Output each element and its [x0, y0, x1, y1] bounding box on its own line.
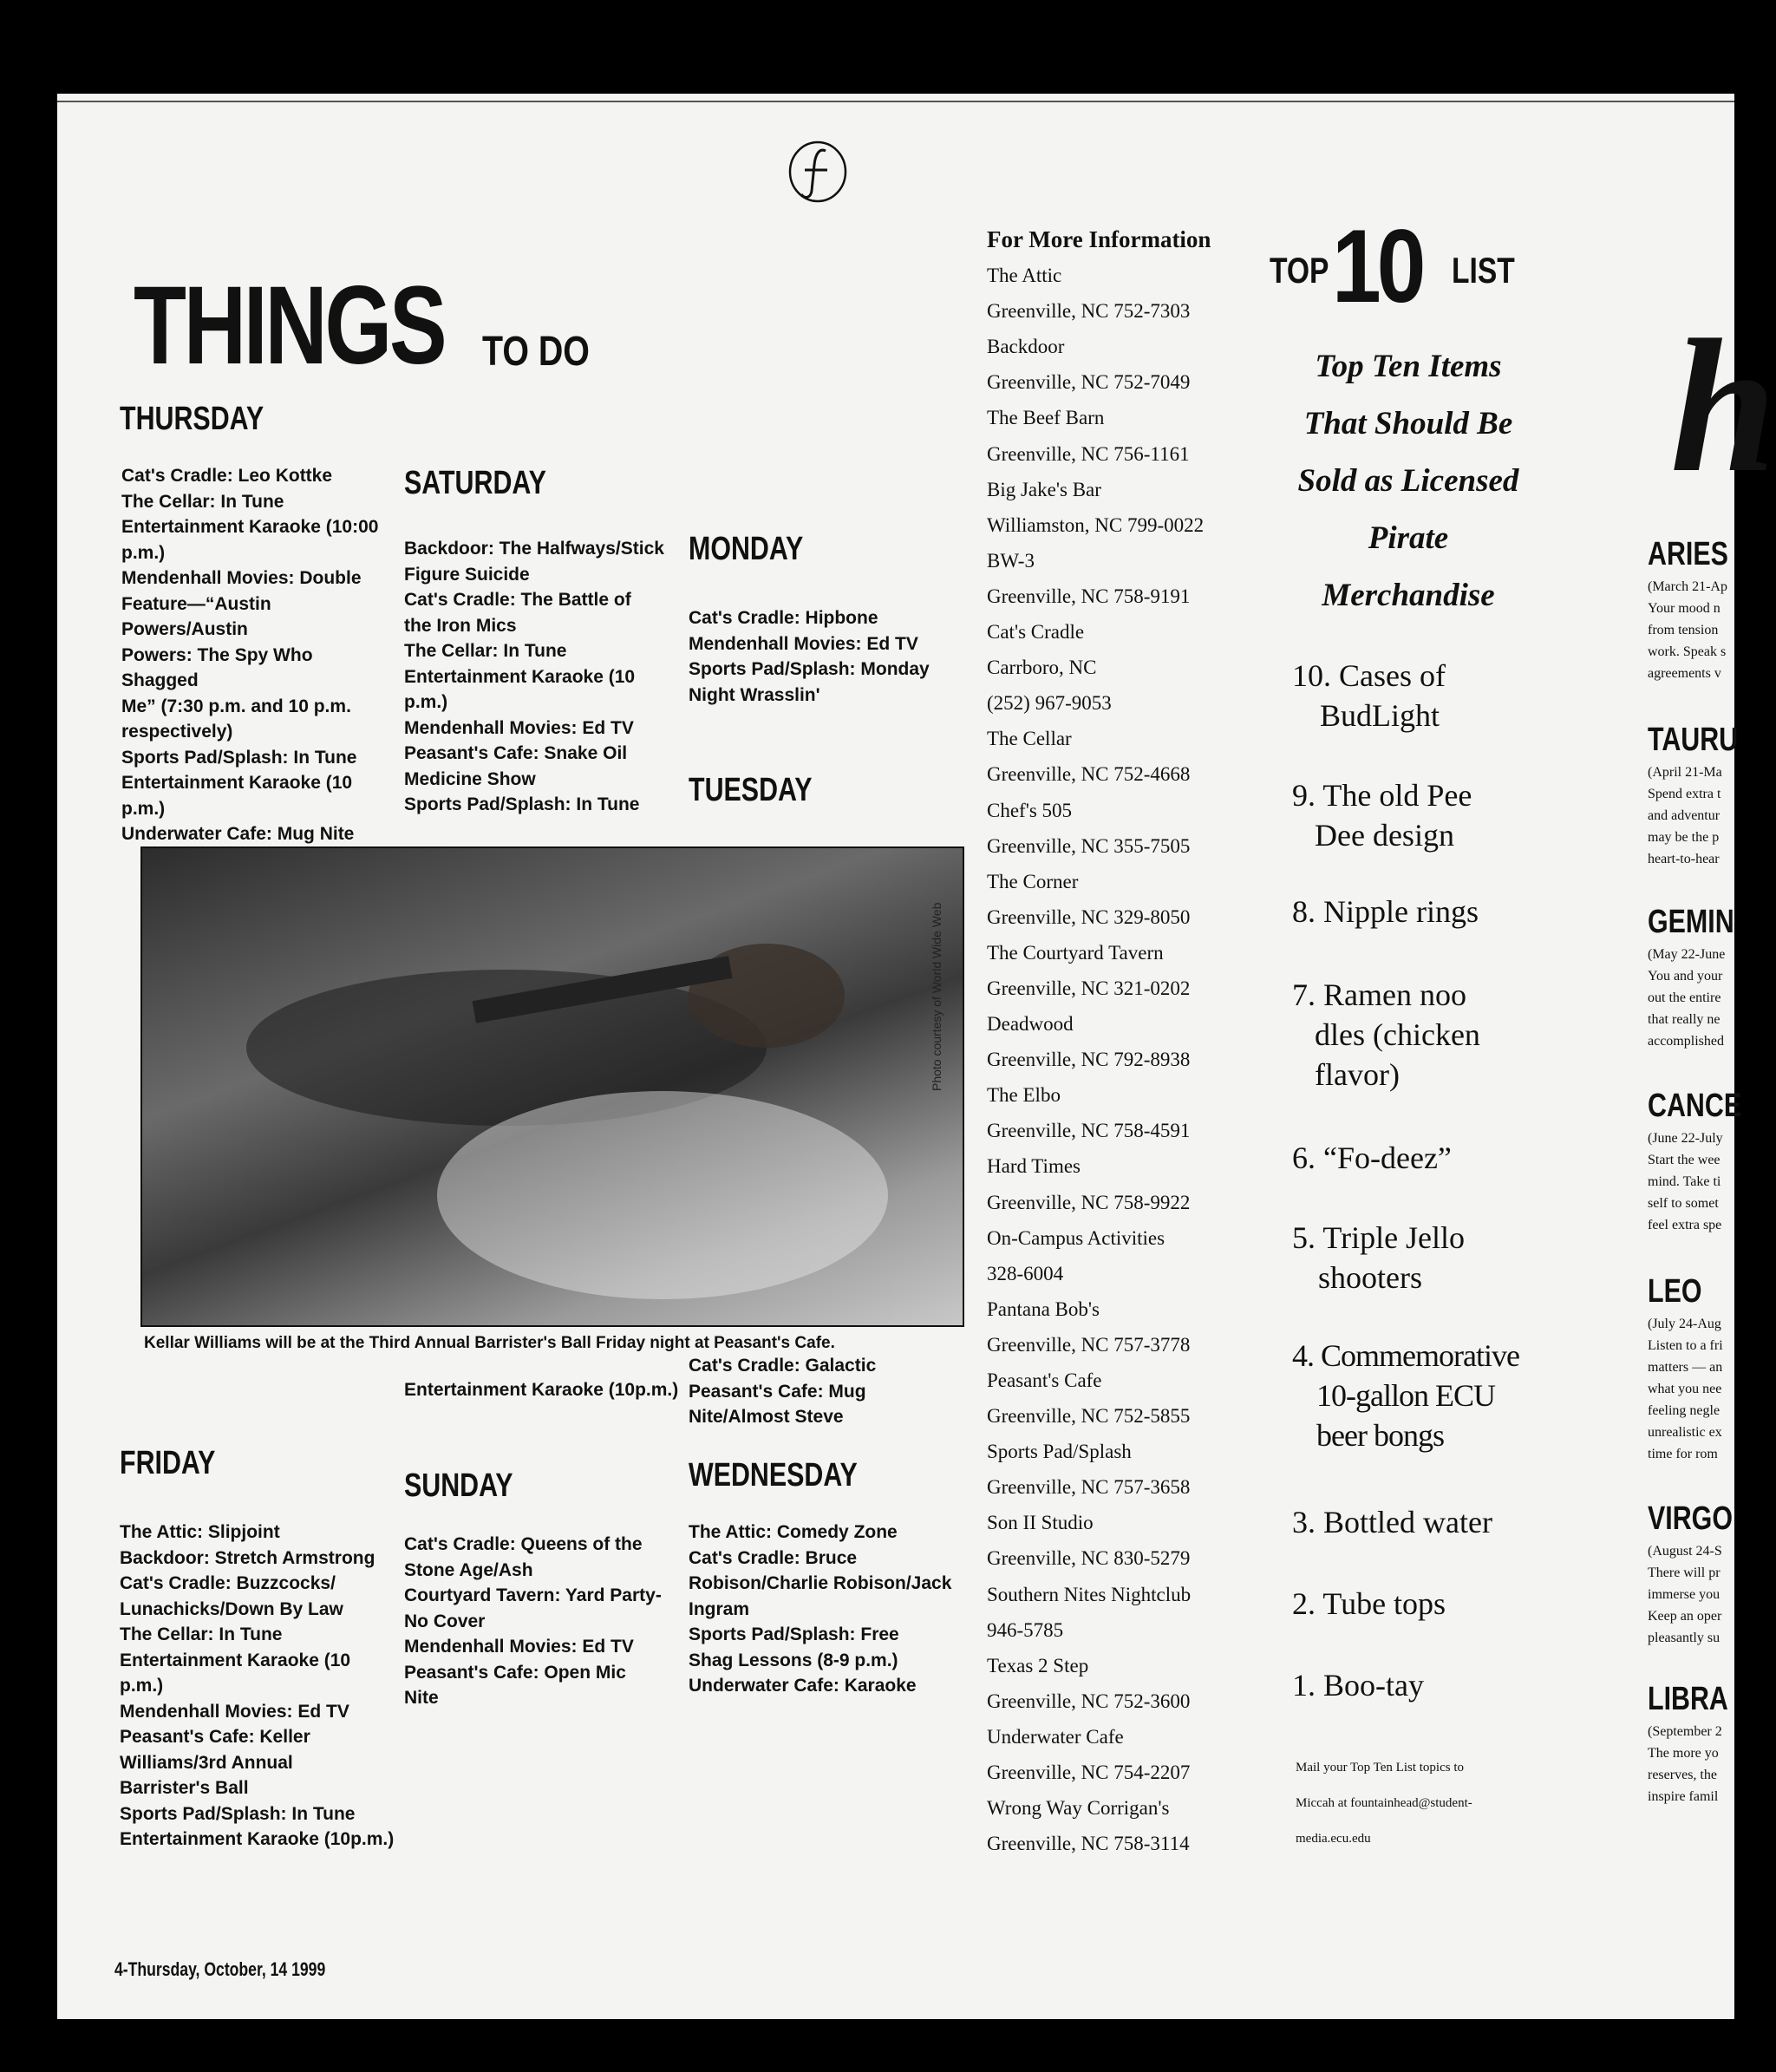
info-column	[987, 222, 1238, 1861]
top10-item-line: 3. Bottled water	[1292, 1505, 1492, 1539]
info-line: Greenville, NC 321-0202	[987, 977, 1191, 999]
sign-aries-heading: ARIES	[1648, 536, 1728, 572]
info-line: BW-3	[987, 549, 1035, 572]
info-heading: For More Information	[987, 226, 1211, 252]
photo-guitarist	[140, 846, 964, 1327]
sign-line: mind. Take ti	[1648, 1174, 1721, 1189]
sign-line: inspire famil	[1648, 1789, 1719, 1804]
newspaper-page	[57, 94, 1776, 2019]
listing-line: Sports Pad/Splash: In Tune	[121, 747, 357, 768]
guitarist-illustration	[142, 848, 963, 1325]
listing-line: p.m.)	[120, 1676, 164, 1696]
listing-line: Courtyard Tavern: Yard Party-	[404, 1585, 662, 1605]
saturday-heading: SATURDAY	[404, 465, 546, 501]
listing-line: Underwater Cafe: Mug Nite	[121, 824, 355, 844]
listing-line: Mendenhall Movies: Ed TV	[404, 1637, 634, 1657]
listing-line: Underwater Cafe: Karaoke	[689, 1676, 917, 1696]
info-line: Greenville, NC 329-8050	[987, 905, 1191, 928]
info-line: Greenville, NC 752-5855	[987, 1405, 1191, 1428]
sign-line: (July 24-Aug	[1648, 1317, 1721, 1331]
top10-list: LIST	[1452, 250, 1515, 291]
sign-line: from tension	[1648, 623, 1719, 637]
sign-leo-text	[1648, 1313, 1752, 1465]
info-line: Greenville, NC 757-3658	[987, 1476, 1191, 1499]
listing-line: Sports Pad/Splash: Free	[689, 1624, 899, 1644]
sign-line: Spend extra t	[1648, 787, 1721, 801]
top10-item-line: 9. The old Pee	[1292, 778, 1472, 813]
sign-line: (June 22-July	[1648, 1131, 1723, 1146]
sign-line: Your mood n	[1648, 601, 1720, 616]
listing-line: Williams/3rd Annual	[120, 1752, 293, 1773]
horoscope-title-initial: h	[1670, 300, 1776, 512]
sign-line: work. Speak s	[1648, 644, 1727, 659]
sign-line: immerse you	[1648, 1587, 1720, 1602]
info-line: Pantana Bob's	[987, 1297, 1100, 1320]
top10-item-line: 7. Ramen noo	[1292, 977, 1466, 1012]
sign-line: may be the p	[1648, 830, 1720, 845]
listing-line: Cat's Cradle: Galactic	[689, 1356, 877, 1376]
info-line: Big Jake's Bar	[987, 478, 1101, 500]
listing-line: Entertainment Karaoke (10	[404, 666, 636, 687]
sign-cancer-text	[1648, 1128, 1752, 1236]
sign-line: time for rom	[1648, 1447, 1718, 1461]
info-line: (252) 967-9053	[987, 692, 1112, 715]
top10-item-line: 1. Boo-tay	[1292, 1668, 1424, 1703]
info-line: Chef's 505	[987, 799, 1073, 821]
listing-line: Backdoor: The Halfways/Stick	[404, 539, 664, 559]
info-line: The Beef Barn	[987, 407, 1105, 429]
sign-line: heart-to-hear	[1648, 852, 1720, 866]
listing-line: Powers: The Spy Who Shagged	[121, 644, 313, 690]
top10-footer-line: Mail your Top Ten List topics to	[1296, 1761, 1465, 1775]
listing-line: Ingram	[689, 1598, 750, 1619]
listing-line: Entertainment Karaoke (10p.m.)	[120, 1829, 395, 1849]
listing-line: Cat's Cradle: Bruce	[689, 1547, 858, 1568]
top10-subtitle-line: Merchandise	[1322, 578, 1495, 613]
friday-listing	[120, 1520, 397, 1853]
monday-listing	[689, 605, 966, 708]
sign-line: Start the wee	[1648, 1153, 1720, 1167]
info-line: Greenville, NC 752-7303	[987, 300, 1191, 323]
listing-line: Figure Suicide	[404, 564, 530, 585]
info-line: 328-6004	[987, 1262, 1064, 1284]
listing-line: p.m.)	[404, 692, 448, 712]
sign-line: that really ne	[1648, 1012, 1720, 1027]
sign-line: accomplished	[1648, 1034, 1724, 1049]
sign-taurus-heading: TAURU	[1648, 722, 1739, 758]
saturday-listing-cont	[404, 1377, 682, 1403]
listing-line: Stone Age/Ash	[404, 1559, 533, 1580]
sign-line: reserves, the	[1648, 1768, 1717, 1782]
listing-line: No Cover	[404, 1611, 486, 1631]
sign-line: There will pr	[1648, 1565, 1720, 1580]
sign-line: Listen to a fri	[1648, 1338, 1723, 1353]
sign-aries-text	[1648, 576, 1752, 684]
info-line: The Courtyard Tavern	[987, 941, 1164, 964]
top10-item-3	[1292, 1502, 1535, 1542]
listing-line: Me” (7:30 p.m. and 10 p.m.	[121, 696, 351, 716]
fountainhead-logo	[787, 139, 848, 205]
page-title-sub: TO DO	[482, 329, 590, 375]
listing-line: The Cellar: In Tune	[121, 491, 284, 512]
top10-number: 10	[1332, 208, 1422, 324]
info-line: The Corner	[987, 870, 1079, 892]
listing-line: Nite	[404, 1688, 439, 1708]
info-line: Sports Pad/Splash	[987, 1441, 1132, 1463]
info-line: Greenville, NC 355-7505	[987, 834, 1191, 857]
sign-line: Keep an oper	[1648, 1609, 1722, 1624]
info-line: The Attic	[987, 265, 1062, 287]
top10-item-line: 8. Nipple rings	[1292, 894, 1479, 929]
tuesday-listing	[689, 1353, 966, 1430]
info-line: Deadwood	[987, 1013, 1074, 1036]
top10-subtitle-line: Pirate	[1368, 520, 1449, 556]
listing-line: Entertainment Karaoke (10p.m.)	[404, 1380, 679, 1400]
top10-footer-line: Miccah at fountainhead@student-	[1296, 1796, 1472, 1810]
top10-item-line: 2. Tube tops	[1292, 1586, 1446, 1621]
listing-line: respectively)	[121, 722, 233, 742]
listing-line: Sports Pad/Splash: In Tune	[404, 794, 640, 814]
sign-libra-text	[1648, 1721, 1752, 1807]
top10-item-line: dles (chicken	[1315, 1017, 1480, 1052]
listing-line: Mendenhall Movies: Double	[121, 568, 362, 588]
monday-heading: MONDAY	[689, 531, 804, 567]
top10-item-line: Dee design	[1315, 818, 1454, 853]
sign-line: pleasantly su	[1648, 1631, 1720, 1645]
wednesday-listing	[689, 1520, 966, 1699]
info-line: Greenville, NC 757-3778	[987, 1333, 1191, 1356]
top10-item-10	[1292, 656, 1535, 735]
listing-line: Mendenhall Movies: Ed TV	[689, 633, 918, 654]
info-line: Greenville, NC 754-2207	[987, 1762, 1191, 1784]
info-line: Carrboro, NC	[987, 657, 1097, 679]
listing-line: Feature—“Austin Powers/Austin	[121, 593, 271, 639]
top10-item-2	[1292, 1584, 1535, 1624]
listing-line: Lunachicks/Down By Law	[120, 1598, 343, 1619]
sign-line: (March 21-Ap	[1648, 579, 1727, 594]
info-line: The Cellar	[987, 728, 1072, 750]
listing-line: Entertainment Karaoke (10	[121, 773, 353, 793]
top-rule	[57, 101, 1734, 102]
listing-line: Peasant's Cafe: Open Mic	[404, 1662, 626, 1683]
listing-line: Entertainment Karaoke (10:00	[121, 517, 379, 537]
top10-item-line: BudLight	[1320, 698, 1440, 733]
sign-line: (April 21-Ma	[1648, 765, 1722, 780]
sign-line: (September 2	[1648, 1724, 1722, 1739]
top10-item-9	[1292, 775, 1535, 855]
photo-caption: Kellar Williams will be at the Third Annual Barrister's Ball Friday night at Peasant's Cafe.	[144, 1334, 835, 1352]
top10-item-5	[1292, 1218, 1535, 1297]
sign-cancer-heading: CANCE	[1648, 1088, 1742, 1124]
top10-heading	[1270, 206, 1547, 328]
listing-line: Peasant's Cafe: Mug	[689, 1381, 866, 1402]
sign-libra-heading: LIBRA	[1648, 1681, 1728, 1717]
listing-line: Cat's Cradle: Leo Kottke	[121, 466, 333, 486]
listing-line: Backdoor: Stretch Armstrong	[120, 1547, 375, 1568]
listing-line: The Cellar: In Tune	[404, 641, 567, 661]
listing-line: The Cellar: In Tune	[120, 1624, 283, 1644]
info-line: Cat's Cradle	[987, 621, 1085, 644]
sign-line: (August 24-S	[1648, 1544, 1722, 1559]
info-line: Greenville, NC 758-3114	[987, 1833, 1190, 1855]
info-line: Greenville, NC 752-4668	[987, 763, 1191, 786]
listing-line: Robison/Charlie Robison/Jack	[689, 1573, 952, 1593]
top10-top: TOP	[1270, 250, 1329, 291]
listing-line: Sports Pad/Splash: In Tune	[120, 1803, 356, 1824]
top10-item-4	[1292, 1336, 1535, 1455]
listing-line: The Attic: Comedy Zone	[689, 1522, 898, 1542]
listing-line: Sports Pad/Splash: Monday	[689, 659, 930, 679]
info-line: On-Campus Activities	[987, 1226, 1166, 1249]
listing-line: Barrister's Ball	[120, 1778, 249, 1798]
top10-item-line: flavor)	[1315, 1057, 1400, 1092]
info-line: The Elbo	[987, 1084, 1061, 1107]
top10-item-line: 5. Triple Jello	[1292, 1220, 1466, 1255]
info-line: Greenville, NC 756-1161	[987, 442, 1190, 465]
sign-line: out the entire	[1648, 990, 1721, 1005]
listing-line: Mendenhall Movies: Ed TV	[404, 717, 634, 738]
sign-leo-heading: LEO	[1648, 1273, 1702, 1310]
sign-virgo-heading: VIRGO	[1648, 1500, 1733, 1537]
info-line: Greenville, NC 752-7049	[987, 371, 1191, 394]
sign-gemini-text	[1648, 944, 1752, 1052]
top10-item-line: beer bongs	[1316, 1418, 1444, 1453]
listing-line: p.m.)	[121, 798, 166, 819]
top10-item-7	[1292, 975, 1535, 1095]
top10-subtitle-line: Sold as Licensed	[1297, 463, 1519, 499]
wednesday-heading: WEDNESDAY	[689, 1457, 858, 1494]
top10-item-line: 10-gallon ECU	[1316, 1378, 1495, 1413]
info-line: Son II Studio	[987, 1512, 1094, 1534]
top10-subtitle-line: That Should Be	[1303, 406, 1513, 441]
top10-item-line: 6. “Fo-deez”	[1292, 1141, 1452, 1175]
top10-subtitle-line: Top Ten Items	[1315, 349, 1502, 384]
info-line: Greenville, NC 830-5279	[987, 1547, 1191, 1570]
top10-item-line: shooters	[1318, 1260, 1422, 1295]
info-line: Greenville, NC 758-9922	[987, 1191, 1191, 1213]
sign-line: You and your	[1648, 969, 1723, 984]
info-line: Greenville, NC 758-4591	[987, 1120, 1191, 1142]
sign-line: what you nee	[1648, 1382, 1722, 1396]
thursday-heading: THURSDAY	[120, 401, 264, 437]
listing-line: Peasant's Cafe: Keller	[120, 1727, 310, 1747]
listing-line: Peasant's Cafe: Snake Oil	[404, 743, 628, 763]
top10-footer	[1296, 1750, 1512, 1857]
sign-line: feel extra spe	[1648, 1218, 1722, 1232]
info-line: Underwater Cafe	[987, 1725, 1124, 1748]
info-line: Wrong Way Corrigan's	[987, 1797, 1170, 1820]
listing-line: Nite/Almost Steve	[689, 1407, 844, 1427]
sunday-heading: SUNDAY	[404, 1467, 513, 1504]
thursday-listing	[121, 463, 382, 847]
listing-line: Cat's Cradle: Hipbone	[689, 608, 878, 628]
info-line: Backdoor	[987, 336, 1065, 358]
page-title: THINGS	[134, 264, 445, 388]
info-line: 946-5785	[987, 1618, 1064, 1641]
sign-line: self to somet	[1648, 1196, 1719, 1211]
page-footer: 4-Thursday, October, 14 1999	[114, 1958, 326, 1980]
sign-line: The more yo	[1648, 1746, 1719, 1761]
listing-line: Medicine Show	[404, 768, 536, 789]
top10-item-line: 10. Cases of	[1292, 658, 1446, 693]
info-line: Greenville, NC 792-8938	[987, 1049, 1191, 1071]
tuesday-heading: TUESDAY	[689, 772, 813, 808]
info-line: Hard Times	[987, 1155, 1081, 1178]
sign-line: matters — an	[1648, 1360, 1723, 1375]
sign-gemini-heading: GEMIN	[1648, 904, 1734, 940]
top10-item-line: 4. Commemorative	[1292, 1338, 1519, 1373]
info-line: Southern Nites Nightclub	[987, 1583, 1192, 1605]
info-line: Williamston, NC 799-0022	[987, 513, 1205, 536]
top10-footer-line: media.ecu.edu	[1296, 1832, 1371, 1846]
top10-item-6	[1292, 1138, 1535, 1178]
sign-line: agreements v	[1648, 666, 1721, 681]
sunday-listing	[404, 1532, 682, 1711]
listing-line: Shag Lessons (8-9 p.m.)	[689, 1650, 898, 1670]
top10-item-8	[1292, 892, 1535, 931]
top10-subtitle	[1271, 338, 1545, 624]
info-line: Greenville, NC 752-3600	[987, 1690, 1191, 1712]
photo-credit: Photo courtesy of World Wide Web	[930, 902, 944, 1091]
sign-line: (May 22-June	[1648, 947, 1726, 962]
info-line: Greenville, NC 758-9191	[987, 585, 1191, 607]
friday-heading: FRIDAY	[120, 1445, 216, 1481]
sign-virgo-text	[1648, 1540, 1752, 1649]
listing-line: The Attic: Slipjoint	[120, 1522, 280, 1542]
sign-taurus-text	[1648, 761, 1752, 870]
saturday-listing	[404, 536, 682, 818]
sign-line: and adventur	[1648, 808, 1720, 823]
info-line: Peasant's Cafe	[987, 1369, 1102, 1391]
listing-line: Cat's Cradle: Buzzcocks/	[120, 1573, 336, 1593]
sign-line: feeling negle	[1648, 1403, 1720, 1418]
top10-item-1	[1292, 1665, 1535, 1705]
listing-line: Cat's Cradle: The Battle of	[404, 590, 631, 610]
listing-line: Mendenhall Movies: Ed TV	[120, 1701, 349, 1722]
info-line: Texas 2 Step	[987, 1654, 1089, 1677]
sign-line: unrealistic ex	[1648, 1425, 1722, 1440]
listing-line: p.m.)	[121, 542, 166, 563]
listing-line: Night Wrasslin'	[689, 684, 820, 705]
listing-line: the Iron Mics	[404, 615, 517, 636]
listing-line: Cat's Cradle: Queens of the	[404, 1534, 643, 1554]
listing-line: Entertainment Karaoke (10	[120, 1650, 351, 1670]
